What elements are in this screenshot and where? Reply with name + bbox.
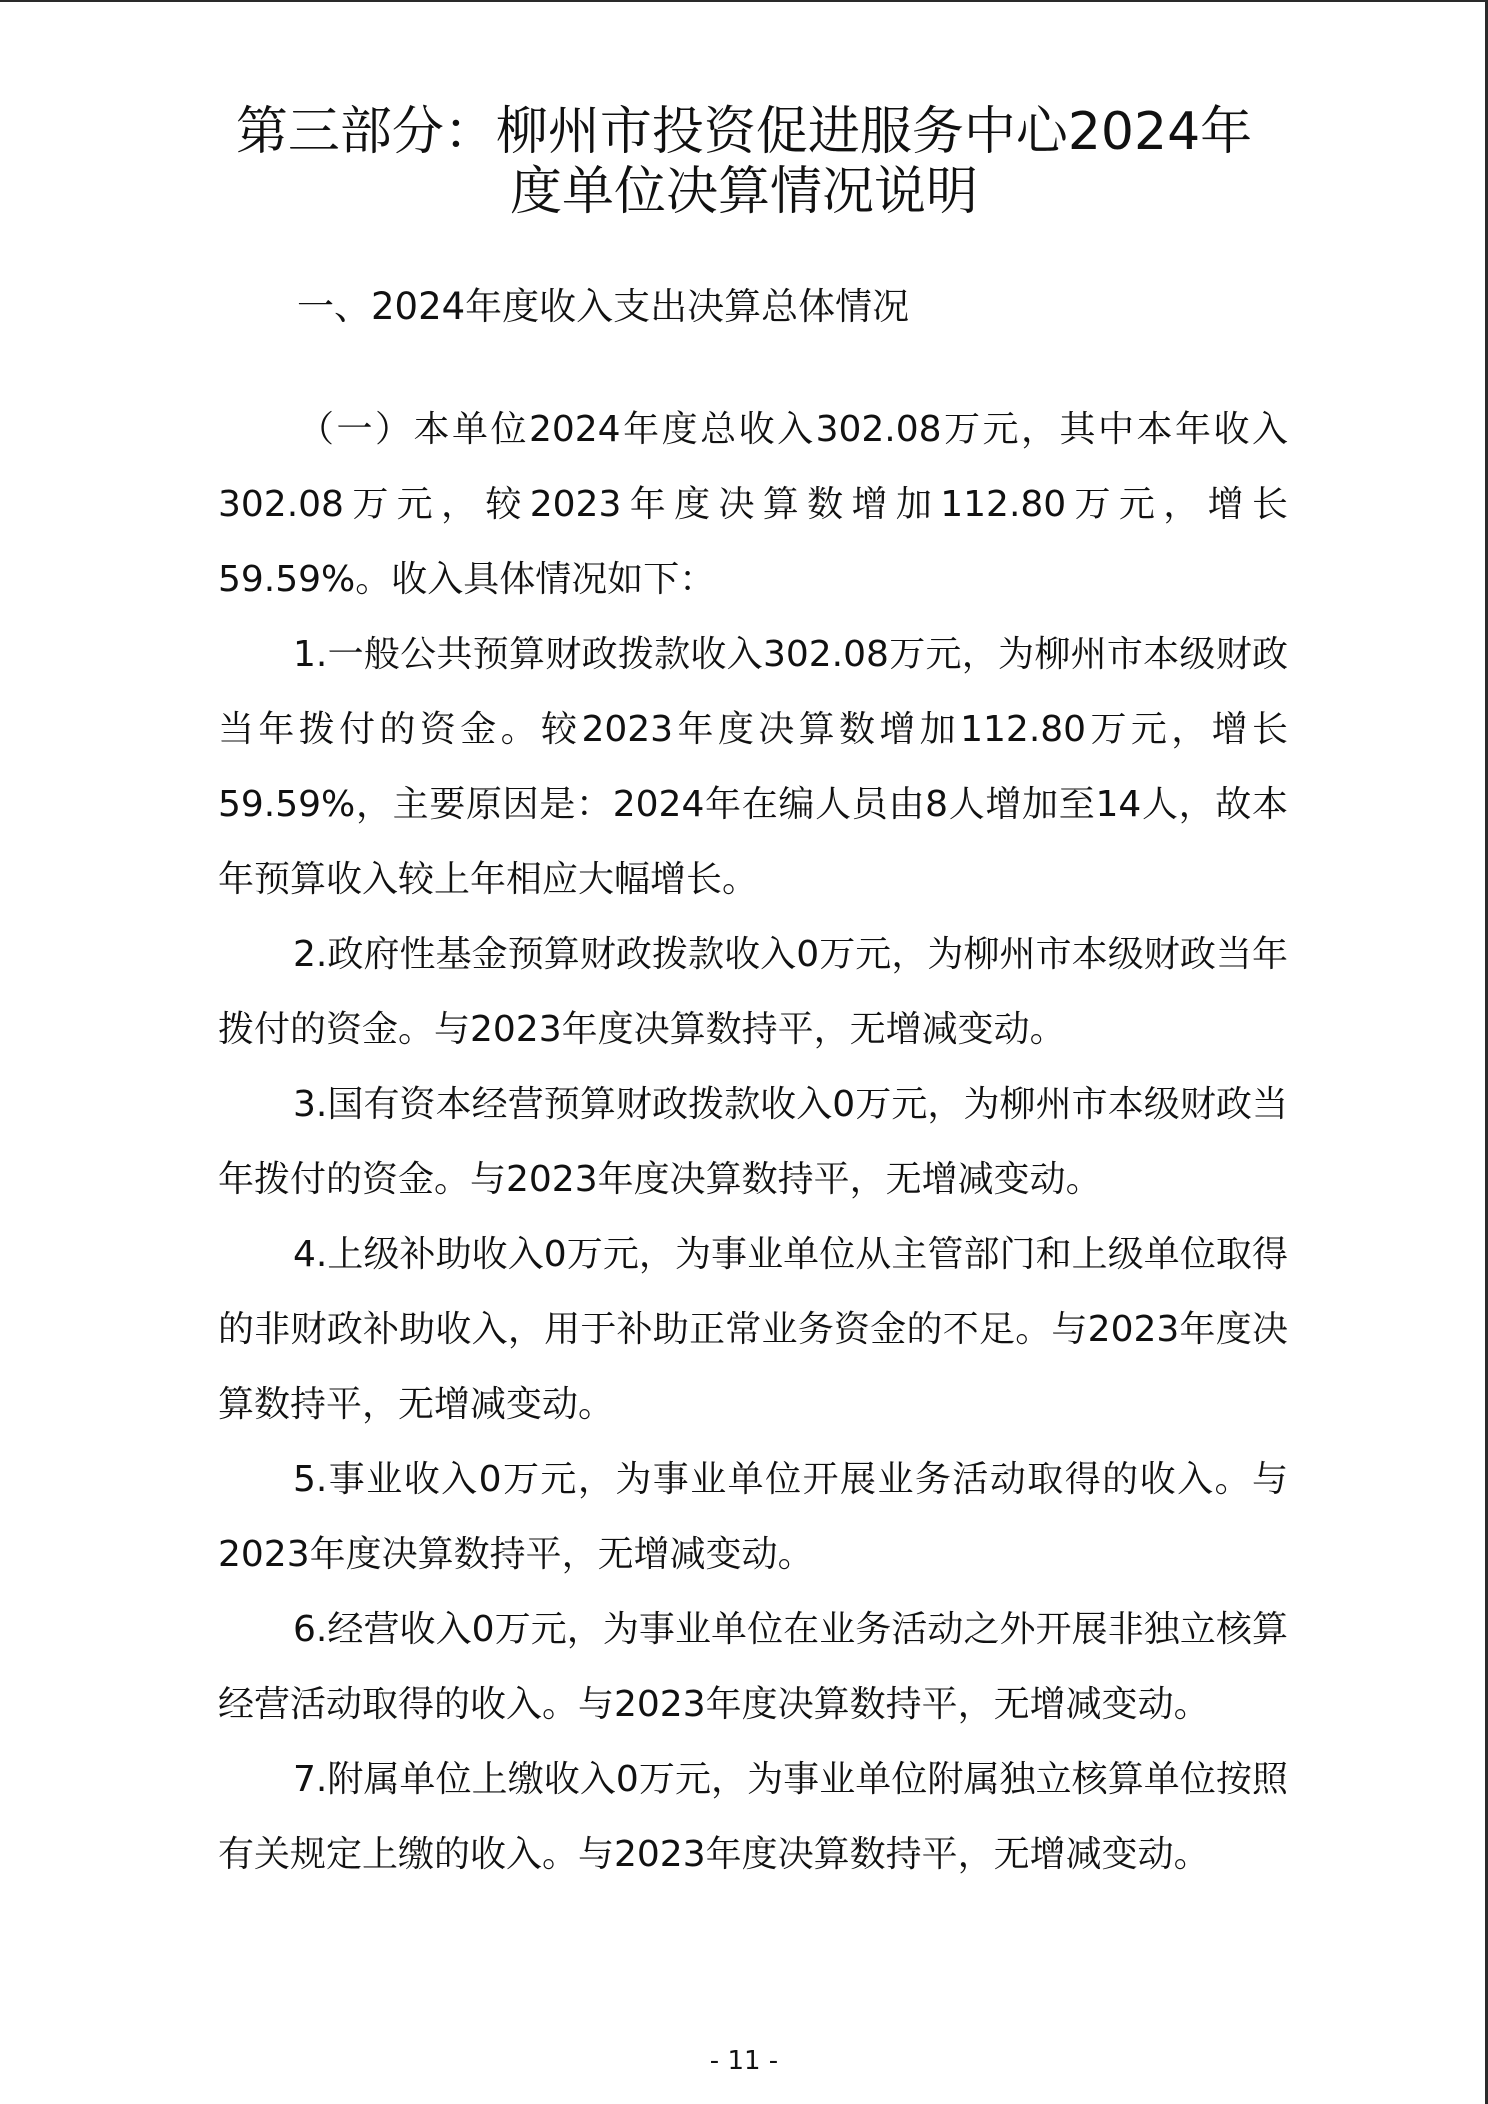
- paragraph-item-5: 5.事业收入0万元，为事业单位开展业务活动取得的收入。与2023年度决算数持平，无增减变动。: [218, 1459, 1288, 1575]
- paragraph-total-income: （一）本单位2024年度总收入302.08万元，其中本年收入302.08万元，较2023年度决算数增加112.80万元，增长59.59%。收入具体情况如下：: [218, 409, 1288, 600]
- paragraph-item-7: 7.附属单位上缴收入0万元，为事业单位附属独立核算单位按照有关规定上缴的收入。与2023年度决算数持平，无增减变动。: [218, 1759, 1288, 1875]
- paragraph-item-3: 3.国有资本经营预算财政拨款收入0万元，为柳州市本级财政当年拨付的资金。与2023年度决算数持平，无增减变动。: [218, 1084, 1288, 1200]
- document-title: [200, 102, 1288, 222]
- section-heading: 一、2024年度收入支出决算总体情况: [297, 285, 910, 328]
- paragraph-item-4: 4.上级补助收入0万元，为事业单位从主管部门和上级单位取得的非财政补助收入，用于补助正常业务资金的不足。与2023年度决算数持平，无增减变动。: [218, 1234, 1288, 1425]
- paragraph-item-1: 1.一般公共预算财政拨款收入302.08万元，为柳州市本级财政当年拨付的资金。较2023年度决算数增加112.80万元，增长59.59%，主要原因是：2024年在编人员由8人增加至14人，故本年预算收入较上年相应大幅增长。: [218, 634, 1288, 900]
- title-line-1: 第三部分：柳州市投资促进服务中心2024年: [235, 102, 1253, 162]
- paragraph-item-6: 6.经营收入0万元，为事业单位在业务活动之外开展非独立核算经营活动取得的收入。与2023年度决算数持平，无增减变动。: [218, 1609, 1288, 1725]
- paragraph-item-2: 2.政府性基金预算财政拨款收入0万元，为柳州市本级财政当年拨付的资金。与2023年度决算数持平，无增减变动。: [218, 934, 1288, 1050]
- page-number: - 11 -: [709, 2046, 779, 2076]
- body-text: [218, 392, 1288, 1892]
- page-top-border: [0, 0, 1488, 2]
- title-line-2: 度单位决算情况说明: [509, 162, 978, 222]
